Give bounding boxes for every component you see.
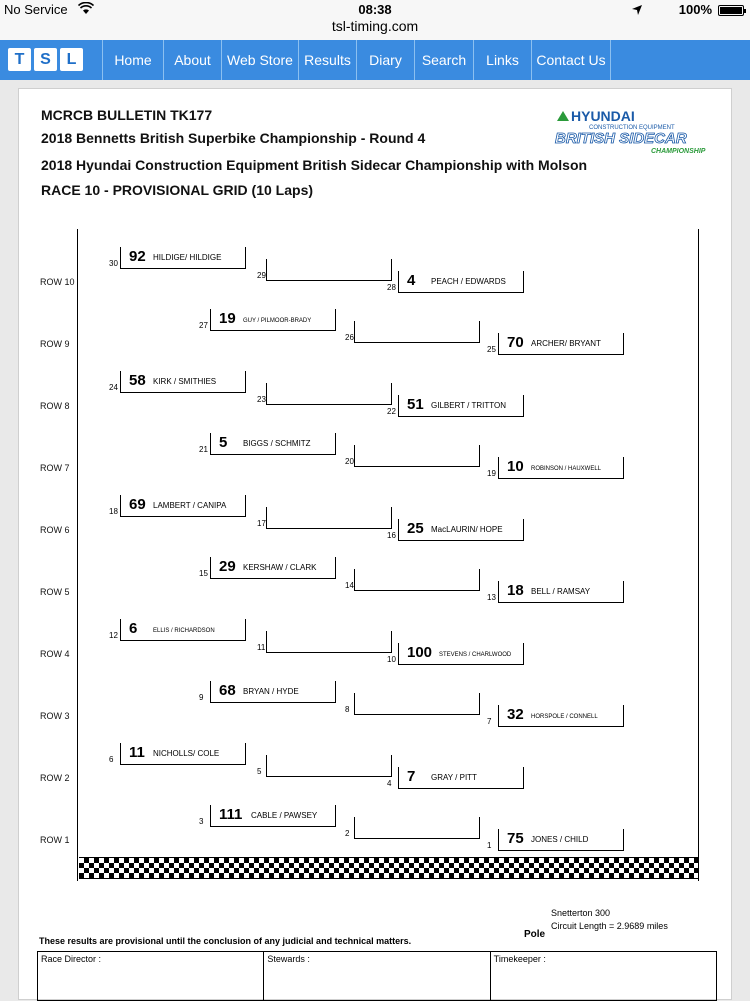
tsl-logo[interactable]	[8, 48, 83, 71]
grid-position: 22	[387, 407, 396, 416]
grid-slot	[345, 693, 480, 715]
crew-names: ROBINSON / HAUXWELL	[531, 466, 602, 472]
grid-position: 29	[257, 271, 266, 280]
row-label: ROW 10	[40, 277, 75, 287]
grid-slot	[199, 433, 336, 455]
rider-number: 58	[129, 372, 146, 389]
row-label: ROW 8	[40, 401, 70, 411]
row-label: ROW 4	[40, 649, 70, 659]
crew-names: NICHOLLS/ COLE	[153, 749, 220, 758]
disclaimer: These results are provisional until the conclusion of any judicial and technical matters.	[39, 936, 412, 946]
grid-position: 11	[257, 643, 266, 652]
circuit-length: Circuit Length = 2.9689 miles	[551, 921, 668, 931]
rider-number: 32	[507, 706, 524, 723]
grid-position: 5	[257, 767, 262, 776]
crew-names: GRAY / PITT	[431, 773, 477, 782]
carrier-label: No Service	[4, 2, 68, 17]
rider-number: 4	[407, 272, 416, 289]
url-bar[interactable]	[0, 18, 750, 40]
circuit-name: Snetterton 300	[551, 908, 611, 918]
crew-names: STEVENS / CHARLWOOD	[439, 652, 512, 658]
rider-number: 7	[407, 768, 416, 785]
sponsor-main: BRITISH SIDECAR	[555, 130, 687, 147]
grid-position: 23	[257, 395, 266, 404]
grid-position: 17	[257, 519, 266, 528]
grid-position: 12	[109, 631, 118, 640]
rider-number: 25	[407, 520, 424, 537]
timekeeper-cell: Timekeeper :	[493, 954, 546, 964]
grid-position: 27	[199, 321, 208, 330]
battery-icon	[718, 5, 744, 16]
crew-names: BELL / RAMSAY	[531, 587, 591, 596]
grid-slot	[487, 829, 624, 851]
nav-diary[interactable]: Diary	[356, 40, 414, 80]
rider-number: 100	[407, 644, 433, 661]
crew-names: JONES / CHILD	[531, 835, 589, 844]
nav-home[interactable]: Home	[102, 40, 163, 80]
nav-web-store[interactable]: Web Store	[221, 40, 298, 80]
sidecar-title: 2018 Hyundai Construction Equipment British Sidecar Championship with Molson	[41, 157, 588, 173]
logo-letter-s: S	[34, 48, 57, 71]
grid-slot	[387, 395, 524, 417]
grid-slot	[387, 643, 524, 665]
grid-slot	[109, 619, 246, 641]
crew-names: KIRK / SMITHIES	[153, 377, 217, 386]
grid-slot	[345, 817, 480, 839]
grid-position: 30	[109, 259, 118, 268]
sponsor-logo	[551, 105, 721, 157]
grid-slot	[109, 247, 246, 269]
signoff-table	[37, 951, 717, 1001]
crew-names: GILBERT / TRITTON	[431, 401, 506, 410]
row-label: ROW 6	[40, 525, 70, 535]
grid-slot	[487, 457, 624, 479]
grid-position: 15	[199, 569, 208, 578]
rider-number: 111	[219, 806, 243, 823]
row-label: ROW 9	[40, 339, 70, 349]
crew-names: ELLIS / RICHARDSON	[153, 628, 215, 634]
bulletin-title: MCRCB BULLETIN TK177	[41, 107, 213, 123]
grid-slot	[257, 631, 392, 653]
grid-position: 18	[109, 507, 118, 516]
race-title: RACE 10 - PROVISIONAL GRID (10 Laps)	[41, 182, 314, 198]
row-label: ROW 1	[40, 835, 70, 845]
start-line-checker	[79, 857, 699, 879]
crew-names: CABLE / PAWSEY	[251, 811, 318, 820]
rider-number: 68	[219, 682, 236, 699]
grid-slot	[199, 557, 336, 579]
rider-number: 18	[507, 582, 524, 599]
crew-names: ARCHER/ BRYANT	[531, 339, 601, 348]
nav-bar	[0, 40, 750, 80]
grid-slot	[345, 321, 480, 343]
grid-position: 25	[487, 345, 496, 354]
rider-number: 5	[219, 434, 228, 451]
results-document	[18, 88, 732, 1000]
grid-slot	[199, 681, 336, 703]
stewards-cell: Stewards :	[264, 952, 490, 1000]
race-director-cell: Race Director :	[38, 952, 264, 1000]
grid-position: 3	[199, 817, 204, 826]
grid-position: 2	[345, 829, 350, 838]
rider-number: 6	[129, 620, 138, 637]
grid-position: 28	[387, 283, 396, 292]
clock: 08:38	[358, 2, 392, 17]
grid-position: 21	[199, 445, 208, 454]
crew-names: BRYAN / HYDE	[243, 687, 299, 696]
nav-links[interactable]: Links	[473, 40, 531, 80]
crew-names: LAMBERT / CANIPA	[153, 501, 227, 510]
row-label: ROW 3	[40, 711, 70, 721]
grid-position: 7	[487, 717, 492, 726]
rider-number: 10	[507, 458, 524, 475]
crew-names: PEACH / EDWARDS	[431, 277, 506, 286]
row-label: ROW 7	[40, 463, 70, 473]
rider-number: 70	[507, 334, 524, 351]
nav-results[interactable]: Results	[298, 40, 356, 80]
grid-slot	[257, 383, 392, 405]
pole-label: Pole	[524, 929, 546, 940]
grid-slot	[257, 507, 392, 529]
grid-position: 8	[345, 705, 350, 714]
grid-slot	[109, 495, 246, 517]
grid-position: 10	[387, 655, 396, 664]
grid-slot	[109, 743, 246, 765]
circuit-info	[551, 907, 668, 933]
grid-slot	[199, 805, 336, 827]
grid-slot	[257, 259, 392, 281]
rider-number: 75	[507, 830, 524, 847]
championship-title: 2018 Bennetts British Superbike Championship - Round 4	[41, 130, 426, 146]
grid-slot	[387, 519, 524, 541]
sponsor-sub: CONSTRUCTION EQUIPMENT	[589, 125, 675, 131]
grid-position: 13	[487, 593, 496, 602]
crew-names: HORSPOLE / CONNELL	[531, 714, 598, 720]
nav-about[interactable]: About	[163, 40, 221, 80]
grid-position: 14	[345, 581, 354, 590]
crew-names: GUY / PILMOOR-BRADY	[243, 318, 312, 324]
grid-slot	[345, 445, 480, 467]
starting-grid	[40, 229, 699, 881]
grid-slot	[257, 755, 392, 777]
grid-slot	[487, 581, 624, 603]
rider-number: 92	[129, 248, 146, 265]
nav-contact-us[interactable]: Contact Us	[531, 40, 611, 80]
crew-names: KERSHAW / CLARK	[243, 563, 317, 572]
rider-number: 69	[129, 496, 146, 513]
grid-position: 20	[345, 457, 354, 466]
grid-slot	[345, 569, 480, 591]
sponsor-brand: HYUNDAI	[571, 108, 635, 124]
grid-slot	[487, 705, 624, 727]
grid-slot	[487, 333, 624, 355]
grid-position: 6	[109, 755, 114, 764]
grid-slot	[109, 371, 246, 393]
battery-percent: 100%	[678, 2, 712, 17]
row-label: ROW 2	[40, 773, 70, 783]
grid-position: 4	[387, 779, 392, 788]
crew-names: BIGGS / SCHMITZ	[243, 439, 311, 448]
grid-position: 9	[199, 693, 204, 702]
nav-search[interactable]: Search	[414, 40, 473, 80]
grid-slot	[387, 271, 524, 293]
grid-position: 19	[487, 469, 496, 478]
url-text: tsl-timing.com	[331, 18, 419, 34]
grid-position: 16	[387, 531, 396, 540]
rider-number: 51	[407, 396, 424, 413]
rider-number: 29	[219, 558, 236, 575]
crew-names: HILDIGE/ HILDIGE	[153, 253, 222, 262]
logo-letter-t: T	[8, 48, 31, 71]
grid-position: 1	[487, 841, 492, 850]
logo-letter-l: L	[60, 48, 83, 71]
grid-position: 26	[345, 333, 354, 342]
row-label: ROW 5	[40, 587, 70, 597]
location-icon	[632, 3, 642, 18]
sponsor-tag: CHAMPIONSHIP	[651, 148, 706, 155]
status-bar	[0, 0, 750, 20]
grid-slot	[199, 309, 336, 331]
rider-number: 11	[129, 744, 145, 761]
crew-names: MacLAURIN/ HOPE	[431, 525, 503, 534]
grid-position: 24	[109, 383, 118, 392]
rider-number: 19	[219, 310, 236, 327]
grid-slot	[387, 767, 524, 789]
